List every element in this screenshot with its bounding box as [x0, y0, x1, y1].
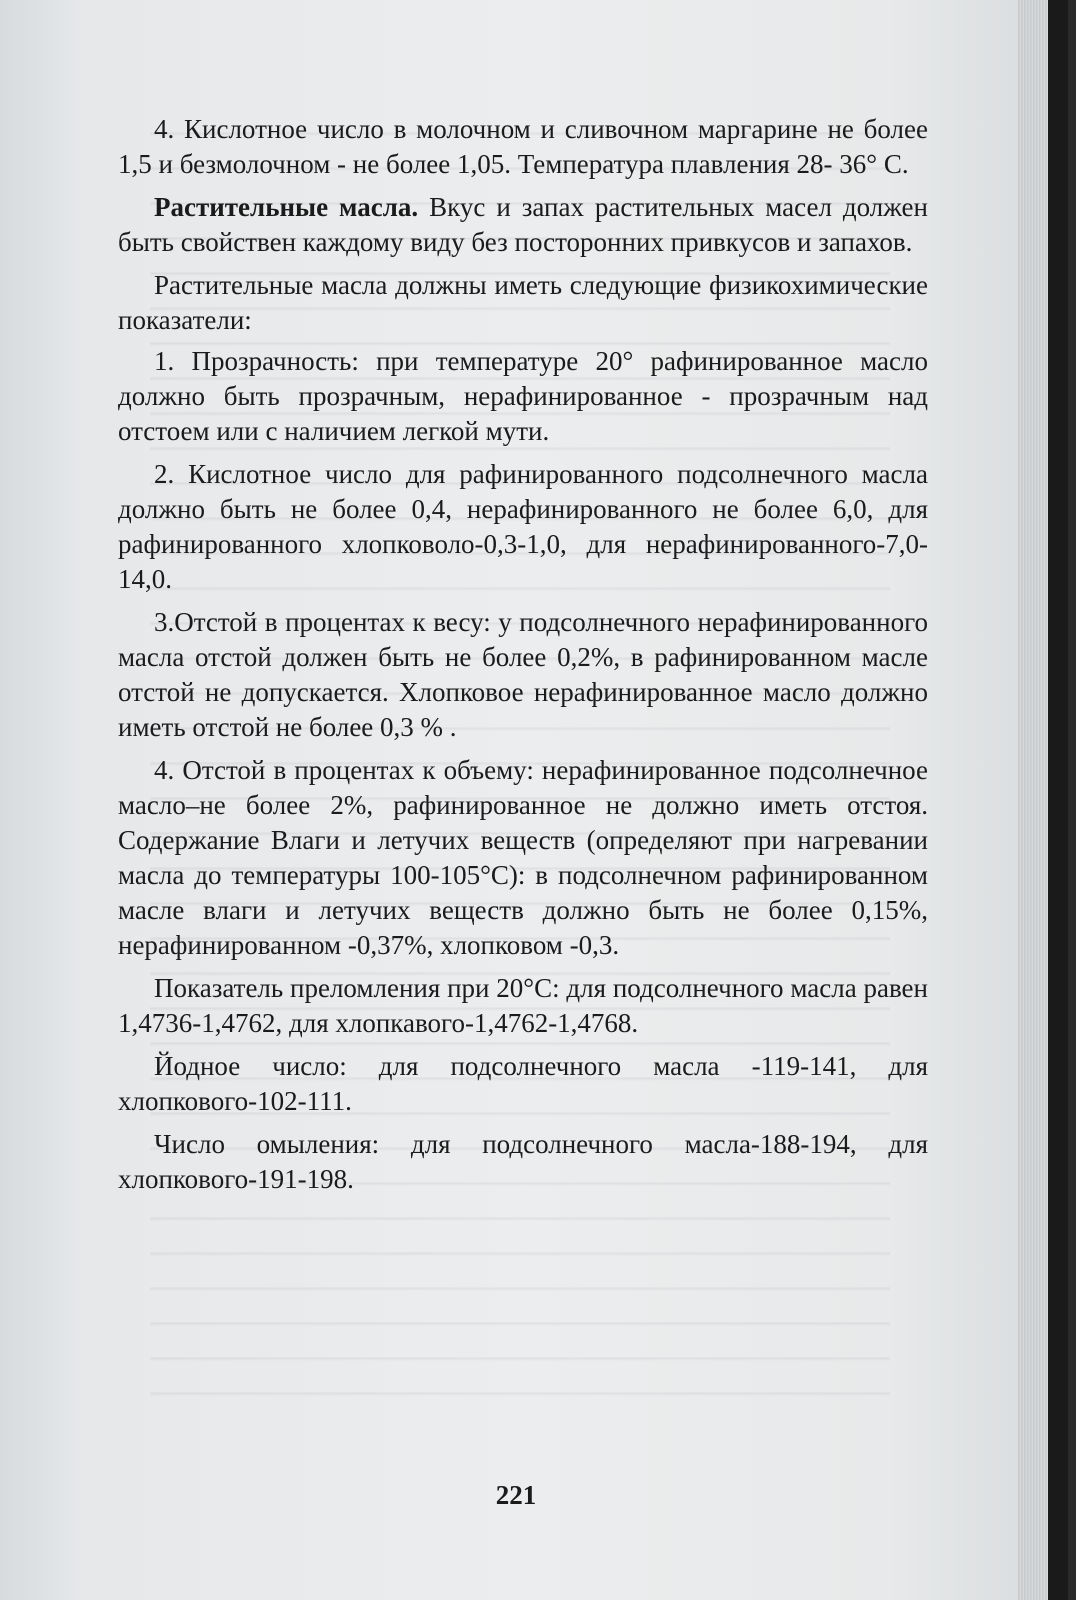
paragraph-2 [118, 190, 928, 260]
background-edge [1068, 0, 1076, 1600]
paragraph-9 [118, 1049, 928, 1119]
paragraph-4-text: 1. Прозрачность: при температуре 20° рафинированное масло должно быть прозрачным, нерафинированное - прозрачным над отстоем или с наличием легкой мути. [118, 346, 928, 446]
paragraph-5 [118, 457, 928, 597]
page-number: 221 [495, 1480, 537, 1510]
paragraph-8 [118, 971, 928, 1041]
paragraph-6-text: 3.Отстой в процентах к весу: у подсолнечного нерафинированного масла отстой должен быть не более 0,2%, в рафинированном масле отстой не допускается. Хлопковое нерафинированное масло должно иметь отстой не более 0,3 % . [118, 607, 928, 742]
paragraph-2-lead: Растительные масла. [154, 192, 419, 222]
paragraph-9-text: Йодное число: для подсолнечного масла -119-141, для хлопкового-102-111. [118, 1051, 928, 1116]
paragraph-10-text: Число омыления: для подсолнечного масла-188-194, для хлопкового-191-198. [118, 1129, 928, 1194]
page-stack-edge [1018, 0, 1048, 1600]
paragraph-2-text: Вкус и запах растительных масел должен быть свойствен каждому виду без посторонних привкусов и запахов. [118, 192, 928, 257]
paragraph-6 [118, 605, 928, 745]
paragraph-10 [118, 1127, 928, 1197]
paragraph-8-text: Показатель преломления при 20°С: для подсолнечного масла равен 1,4736-1,4762, для хлопкавого-1,4762-1,4768. [118, 973, 928, 1038]
paragraph-7 [118, 753, 928, 963]
paragraph-4 [118, 344, 928, 449]
paragraph-5-text: 2. Кислотное число для рафинированного подсолнечного масла должно быть не более 0,4, нерафинированного не более 6,0, для рафинированного хлопковоло-0,3-1,0, для нерафинированного-7,0-14,0. [118, 459, 928, 594]
paragraph-3 [118, 268, 928, 338]
paragraph-3-text: Растительные масла должны иметь следующие физикохимические показатели: [118, 270, 928, 335]
paragraph-1 [118, 112, 928, 182]
body-text [118, 112, 928, 1205]
paragraph-7-text: 4. Отстой в процентах к объему: нерафинированное подсолнечное масло–не более 2%, рафинированное не должно иметь отстоя. Содержание Влаги и летучих веществ (определяют при нагревании масла до температуры 100-105°С): в подсолнечном рафинированном масле влаги и летучих веществ должно быть не более 0,15%, нерафинированном -0,37%, хлопковом -0,3. [118, 755, 928, 960]
paragraph-1-text: 4. Кислотное число в молочном и сливочном маргарине не более 1,5 и безмолочном - не более 1,05. Температура плавления 28- 36° С. [118, 114, 928, 179]
